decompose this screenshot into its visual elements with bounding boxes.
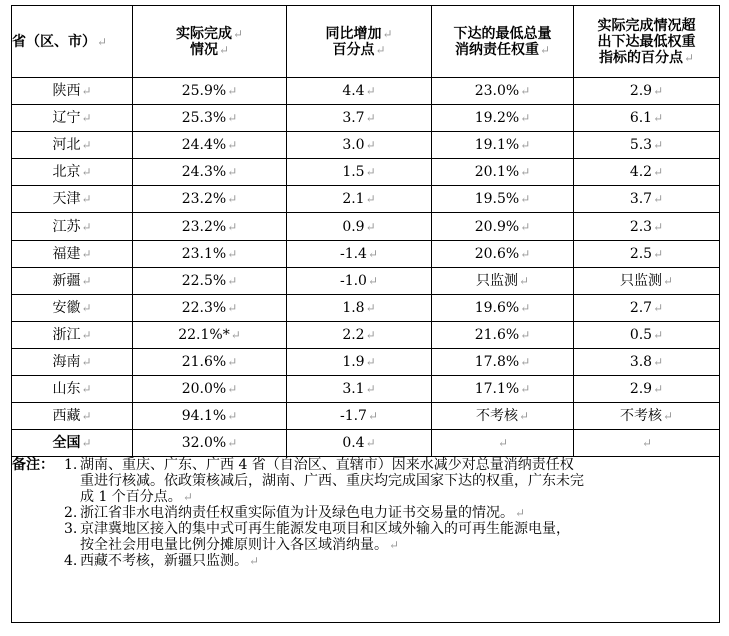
min-weight-cell: 23.0%↵ — [432, 78, 574, 105]
min-weight-cell: 20.6%↵ — [432, 240, 574, 267]
exceed-points-cell: 只监测↵ — [574, 267, 720, 294]
header-actual-rate: 实际完成↵ 情况↵ — [133, 6, 287, 78]
min-weight-cell: 17.8%↵ — [432, 348, 574, 375]
actual-rate-cell: 22.3%↵ — [133, 294, 287, 321]
province-cell: 河北↵ — [12, 132, 133, 159]
exceed-points-cell: 0.5↵ — [574, 321, 720, 348]
province-cell: 江苏↵ — [12, 213, 133, 240]
notes-cell — [12, 457, 720, 623]
header-min-weight: 下达的最低总量 消纳责任权重↵ — [432, 6, 574, 78]
table-row — [12, 159, 720, 186]
total-min-weight: ↵ — [432, 430, 574, 457]
total-province: 全国↵ — [12, 430, 133, 457]
province-cell: 浙江↵ — [12, 321, 133, 348]
note-item-4: 4. 西藏不考核，新疆只监测。↵ — [64, 553, 260, 570]
actual-rate-cell: 23.1%↵ — [133, 240, 287, 267]
min-weight-cell: 19.2%↵ — [432, 105, 574, 132]
min-weight-cell: 不考核↵ — [432, 403, 574, 430]
province-cell: 西藏↵ — [12, 403, 133, 430]
exceed-points-cell: 3.8↵ — [574, 348, 720, 375]
yoy-change-cell: 1.8↵ — [287, 294, 432, 321]
exceed-points-cell: 2.3↵ — [574, 213, 720, 240]
quota-table — [11, 5, 720, 623]
yoy-change-cell: 1.9↵ — [287, 348, 432, 375]
min-weight-cell: 只监测↵ — [432, 267, 574, 294]
province-cell: 安徽↵ — [12, 294, 133, 321]
notes-row — [12, 457, 720, 623]
province-cell: 天津↵ — [12, 186, 133, 213]
table-row — [12, 78, 720, 105]
province-cell: 新疆↵ — [12, 267, 133, 294]
table-row — [12, 132, 720, 159]
table-row — [12, 213, 720, 240]
total-exceed: ↵ — [574, 430, 720, 457]
table-row — [12, 321, 720, 348]
yoy-change-cell: -1.4↵ — [287, 240, 432, 267]
exceed-points-cell: 3.7↵ — [574, 186, 720, 213]
exceed-points-cell: 6.1↵ — [574, 105, 720, 132]
yoy-change-cell: 2.1↵ — [287, 186, 432, 213]
table-row — [12, 240, 720, 267]
province-cell: 辽宁↵ — [12, 105, 133, 132]
actual-rate-cell: 21.6%↵ — [133, 348, 287, 375]
min-weight-cell: 19.6%↵ — [432, 294, 574, 321]
header-exceed-points: 实际完成情况超 出下达最低权重 指标的百分点↵ — [574, 6, 720, 78]
province-cell: 陕西↵ — [12, 78, 133, 105]
actual-rate-cell: 24.4%↵ — [133, 132, 287, 159]
yoy-change-cell: 3.1↵ — [287, 376, 432, 403]
total-row — [12, 430, 720, 457]
yoy-change-cell: 3.0↵ — [287, 132, 432, 159]
min-weight-cell: 21.6%↵ — [432, 321, 574, 348]
table-row — [12, 267, 720, 294]
yoy-change-cell: 2.2↵ — [287, 321, 432, 348]
actual-rate-cell: 23.2%↵ — [133, 213, 287, 240]
yoy-change-cell: -1.0↵ — [287, 267, 432, 294]
province-cell: 海南↵ — [12, 348, 133, 375]
actual-rate-cell: 94.1%↵ — [133, 403, 287, 430]
note-item-2: 2. 浙江省非水电消纳责任权重实际值为计及绿色电力证书交易量的情况。↵ — [64, 505, 526, 522]
table-row — [12, 186, 720, 213]
total-rate: 32.0%↵ — [133, 430, 287, 457]
yoy-change-cell: 1.5↵ — [287, 159, 432, 186]
yoy-change-cell: 4.4↵ — [287, 78, 432, 105]
exceed-points-cell: 2.5↵ — [574, 240, 720, 267]
table-row — [12, 348, 720, 375]
table-row — [12, 376, 720, 403]
min-weight-cell: 20.1%↵ — [432, 159, 574, 186]
actual-rate-cell: 24.3%↵ — [133, 159, 287, 186]
province-cell: 福建↵ — [12, 240, 133, 267]
table-row — [12, 403, 720, 430]
exceed-points-cell: 2.9↵ — [574, 78, 720, 105]
exceed-points-cell: 2.9↵ — [574, 376, 720, 403]
note-item-1: 备注： 1. 湖南、重庆、广东、广西 4 省（自治区、直辖市）因来水减少对总量消纳责任权 重进行核减。依政策核减后，湖南、广西、重庆均完成国家下达的权重，广东未完 成 1 个百分点。↵ — [12, 457, 584, 506]
table-row — [12, 105, 720, 132]
exceed-points-cell: 5.3↵ — [574, 132, 720, 159]
header-province: 省（区、市）↵ — [12, 6, 133, 78]
header-yoy-change: 同比增加↵ 百分点↵ — [287, 6, 432, 78]
note-item-3: 3. 京津冀地区接入的集中式可再生能源发电项目和区域外输入的可再生能源电量， 按全社会用电量比例分摊原则计入各区域消纳量。↵ — [64, 521, 570, 554]
notes-label: 备注： — [12, 457, 54, 474]
min-weight-cell: 19.1%↵ — [432, 132, 574, 159]
min-weight-cell: 17.1%↵ — [432, 376, 574, 403]
yoy-change-cell: 3.7↵ — [287, 105, 432, 132]
total-yoy: 0.4↵ — [287, 430, 432, 457]
yoy-change-cell: -1.7↵ — [287, 403, 432, 430]
province-cell: 山东↵ — [12, 376, 133, 403]
min-weight-cell: 20.9%↵ — [432, 213, 574, 240]
actual-rate-cell: 23.2%↵ — [133, 186, 287, 213]
actual-rate-cell: 25.9%↵ — [133, 78, 287, 105]
min-weight-cell: 19.5%↵ — [432, 186, 574, 213]
exceed-points-cell: 4.2↵ — [574, 159, 720, 186]
actual-rate-cell: 20.0%↵ — [133, 376, 287, 403]
actual-rate-cell: 22.1%*↵ — [133, 321, 287, 348]
table-row — [12, 294, 720, 321]
actual-rate-cell: 25.3%↵ — [133, 105, 287, 132]
exceed-points-cell: 不考核↵ — [574, 403, 720, 430]
exceed-points-cell: 2.7↵ — [574, 294, 720, 321]
yoy-change-cell: 0.9↵ — [287, 213, 432, 240]
province-cell: 北京↵ — [12, 159, 133, 186]
actual-rate-cell: 22.5%↵ — [133, 267, 287, 294]
header-row — [12, 6, 720, 78]
